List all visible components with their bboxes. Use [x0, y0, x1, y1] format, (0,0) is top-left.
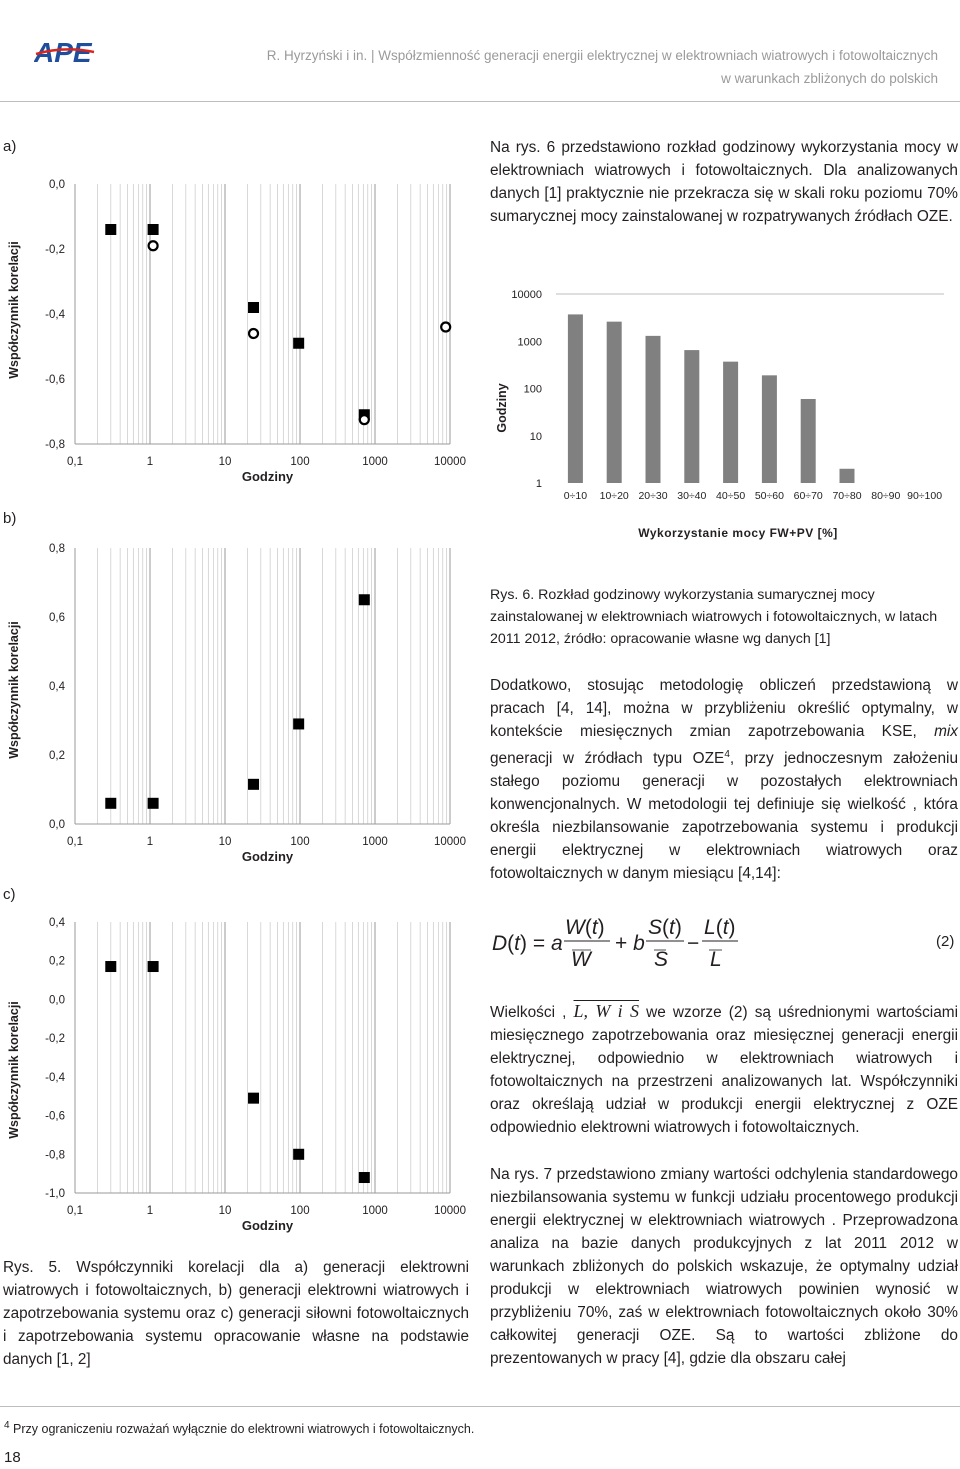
- x-tick-label: 10: [218, 1205, 232, 1217]
- data-point-circle: [441, 323, 450, 332]
- y-tick-label: -0,2: [45, 1033, 65, 1046]
- data-point-square: [293, 1149, 304, 1160]
- p2-part-a: Dodatkowo, stosując metodologię obliczeń przedstawioną w pracach [4, 14], można w przybliżeniu określić optymalny, w kontekście miesięcznych zmian zapotrzebowania KSE,: [490, 677, 958, 740]
- x-tick-label: 10: [218, 836, 232, 848]
- svg-text:W: W: [571, 948, 591, 971]
- data-point-square: [248, 779, 259, 790]
- data-point-square: [359, 409, 370, 420]
- hist-y-tick-label: 1: [535, 478, 542, 490]
- hist-y-tick-label: 10: [529, 430, 542, 443]
- x-tick-label: 10: [218, 456, 232, 468]
- histogram-bar: [646, 336, 661, 483]
- footnote-text: Przy ograniczeniu rozważań wyłącznie do elektrowni wiatrowych i fotowoltaicznych.: [13, 1422, 475, 1437]
- histogram-bar: [762, 375, 777, 483]
- svg-text:L: L: [710, 948, 722, 971]
- logo-text: APE: [34, 37, 92, 66]
- histogram-bar: [723, 362, 738, 483]
- svg-text:W(t): W(t): [565, 916, 605, 939]
- panel-label-c: c): [3, 886, 16, 903]
- hist-x-tick-label: 10÷20: [599, 490, 629, 502]
- hist-y-tick-label: 10000: [511, 289, 542, 301]
- x-tick-label: 100: [290, 836, 310, 848]
- footnote: [4, 1420, 474, 1436]
- paragraph-rys7: Na rys. 7 przedstawiono zmiany wartości odchylenia standardowego niezbilansowania systemu w funkcji udziału procentowego produkcji energii elektrycznej w elektrowniach wiatrowych . Przeprowadzona analiza na bazie danych produkcyjnych z lat 2011 2012 w warunkach zbliżonych do polskich wskazuje, że optymalny udział produkcji w elektrowniach wiatrowych powinien wynosić w przybliżeniu 70%, zaś w elektrowniach fotowoltaicznych około 30% całkowitej generacji OZE. Są to wartości zbliżone do prezentowanych w pracy [4], gdzie dla obszaru całej: [490, 1166, 958, 1367]
- y-tick-label: -0,2: [45, 244, 65, 256]
- p2-part-c: , przy jednoczesnym założeniu stałego poziomu generacji w pozostałych elektrowniach konwencjonalnych. W metodologii tej definiuje się wielkość , która określa niezbilansowanie zapotrzebowania systemu i produkcji energii elektrycznej w elektrowniach wiatrowych oraz fotowoltaicznych w danym miesiącu [4,14]:: [490, 750, 959, 883]
- data-point-circle: [249, 329, 258, 338]
- svg-text:L(t): L(t): [704, 916, 736, 939]
- page-number: 18: [4, 1449, 21, 1466]
- x-tick-label: 10000: [434, 1205, 466, 1217]
- data-point-square: [105, 961, 116, 972]
- histogram-bar: [840, 469, 855, 483]
- data-point-square: [148, 798, 159, 809]
- hist-x-axis-label: Wykorzystanie mocy FW+PV [%]: [638, 526, 838, 540]
- hist-x-tick-label: 60÷70: [793, 490, 823, 502]
- y-tick-label: 0,8: [49, 543, 65, 555]
- y-tick-label: 0,4: [49, 917, 65, 929]
- x-tick-label: 1000: [362, 836, 388, 848]
- y-tick-label: 0,4: [49, 681, 65, 693]
- x-tick-label: 10000: [434, 456, 466, 468]
- ape-logo: [34, 36, 96, 66]
- hist-y-tick-label: 100: [523, 383, 542, 396]
- hist-x-tick-label: 0÷10: [563, 490, 588, 502]
- y-tick-label: 0,0: [49, 819, 65, 831]
- figure-6-caption: Rys. 6. Rozkład godzinowy wykorzystania sumarycznej mocy zainstalowanej w elektrowniach wiatrowych i fotowoltaicznych, w latach 2011 2012, źródło: opracowanie własne wg danych [1]: [490, 587, 938, 647]
- p2-part-b: generacji w źródłach typu OZE: [490, 750, 725, 768]
- y-tick-label: -0,6: [45, 374, 65, 386]
- data-point-square: [248, 1093, 259, 1104]
- x-axis-label: Godziny: [241, 469, 294, 484]
- y-tick-label: -1,0: [45, 1188, 65, 1200]
- y-tick-label: 0,6: [49, 612, 65, 624]
- x-axis-label: Godziny: [241, 849, 294, 864]
- y-tick-label: -0,6: [45, 1110, 65, 1123]
- paragraph-variables: [490, 1000, 958, 1139]
- x-tick-label: 1: [146, 456, 154, 468]
- histogram-bar: [684, 350, 699, 483]
- equation-2: [488, 908, 958, 974]
- hist-x-tick-label: 70÷80: [832, 490, 862, 502]
- svg-text:S: S: [654, 948, 669, 971]
- header-line-2: w warunkach zbliżonych do polskich: [721, 71, 938, 86]
- p2-mix: mix: [934, 723, 958, 740]
- footnote-ref: 4: [724, 749, 730, 760]
- header-line-1: R. Hyrzyński i in. | Współzmienność generacji energii elektrycznej w elektrowniach wiatrowych i fotowoltaicznych: [266, 48, 938, 63]
- histogram-bar: [568, 314, 583, 483]
- y-tick-label: 0,0: [49, 179, 65, 191]
- panel-label-a: a): [3, 138, 17, 155]
- paragraph-rys6-intro: Na rys. 6 przedstawiono rozkład godzinowy wykorzystania mocy w elektrowniach wiatrowych i fotowoltaicznych. Dla analizowanych danych [1] praktycznie nie przekracza się w skali roku poziomu 70% sumarycznej mocy zainstalowanej w rozpatrywanych źródłach OZE.: [490, 139, 958, 225]
- data-point-square: [105, 798, 116, 809]
- x-tick-label: 10000: [434, 836, 466, 848]
- panel-label-b: b): [3, 510, 17, 527]
- data-point-square: [293, 338, 304, 349]
- x-tick-label: 1: [146, 836, 154, 848]
- header-rule: [0, 101, 960, 102]
- svg-text:+ b: + b: [615, 932, 645, 955]
- p3-rest: we wzorze (2) są uśrednionymi wartościami miesięcznego zapotrzebowania oraz miesięcznej generacji energii elektrycznej, odpowiednio w elektrowniach wiatrowych i fotowoltaicznych na przestrzeni analizowanych lat. Współczynniki oraz określają udział w produkcji energii elektrycznej z OZE odpowiednio elektrowni wiatrowych i fotowoltaicznych.: [490, 1004, 958, 1136]
- x-tick-label: 0,1: [67, 1205, 83, 1217]
- data-point-square: [148, 224, 159, 235]
- hist-x-tick-label: 50÷60: [754, 490, 784, 502]
- x-axis-label: Godziny: [241, 1218, 294, 1233]
- x-tick-label: 1000: [362, 456, 388, 468]
- hist-x-tick-label: 30÷40: [677, 490, 707, 502]
- histogram-bar: [801, 399, 816, 483]
- hist-x-tick-label: 40÷50: [716, 490, 746, 502]
- data-point-circle: [149, 241, 158, 250]
- hist-x-tick-label: 20÷30: [638, 490, 668, 502]
- y-tick-label: -0,4: [45, 309, 65, 321]
- y-axis-label: Współczynnik korelacji: [7, 1001, 21, 1139]
- x-tick-label: 0,1: [67, 456, 83, 468]
- equation-number: (2): [936, 933, 955, 950]
- x-tick-label: 1: [146, 1205, 154, 1217]
- hist-y-tick-label: 1000: [517, 336, 542, 349]
- svg-text:−: −: [687, 932, 700, 955]
- data-point-square: [359, 594, 370, 605]
- y-tick-label: 0,2: [49, 955, 65, 968]
- y-axis-label: Współczynnik korelacji: [7, 241, 21, 379]
- data-point-square: [248, 302, 259, 313]
- data-point-square: [105, 224, 116, 235]
- figure-5-caption: Rys. 5. Współczynniki korelacji dla a) generacji elektrowni wiatrowych i fotowoltaicznych, b) generacji elektrowni wiatrowych i zapotrzebowania systemu oraz c) generacji siłowni fotowoltaicznych i zapotrzebowania systemu opracowanie własne na podstawie danych [1, 2]: [3, 1259, 469, 1368]
- paragraph-methodology: [490, 674, 958, 885]
- footnote-rule: [0, 1406, 960, 1407]
- hist-y-axis-label: Godziny: [495, 383, 509, 433]
- y-tick-label: -0,8: [45, 1149, 65, 1162]
- y-tick-label: 0,0: [49, 994, 65, 1007]
- y-tick-label: -0,8: [45, 439, 65, 451]
- data-point-square: [293, 718, 304, 729]
- y-tick-label: 0,2: [49, 750, 65, 762]
- p3-vars: L, W i S: [573, 1001, 640, 1021]
- data-point-square: [359, 1172, 370, 1183]
- histogram-bar: [607, 322, 622, 483]
- data-point-circle: [360, 415, 369, 424]
- x-tick-label: 100: [290, 1205, 310, 1217]
- svg-text:S(t): S(t): [648, 916, 682, 939]
- data-point-square: [148, 961, 159, 972]
- footnote-number: 4: [4, 1420, 10, 1431]
- hist-x-tick-label: 80÷90: [871, 490, 901, 502]
- x-tick-label: 1000: [362, 1205, 388, 1217]
- y-axis-label: Współczynnik korelacji: [7, 621, 21, 759]
- x-tick-label: 0,1: [67, 836, 83, 848]
- hist-x-tick-label: 90÷100: [907, 490, 943, 502]
- y-tick-label: -0,4: [45, 1071, 65, 1084]
- x-tick-label: 100: [290, 456, 310, 468]
- p3-prefix: Wielkości ,: [490, 1004, 574, 1021]
- svg-text:D(t) = a: D(t) = a: [492, 932, 563, 955]
